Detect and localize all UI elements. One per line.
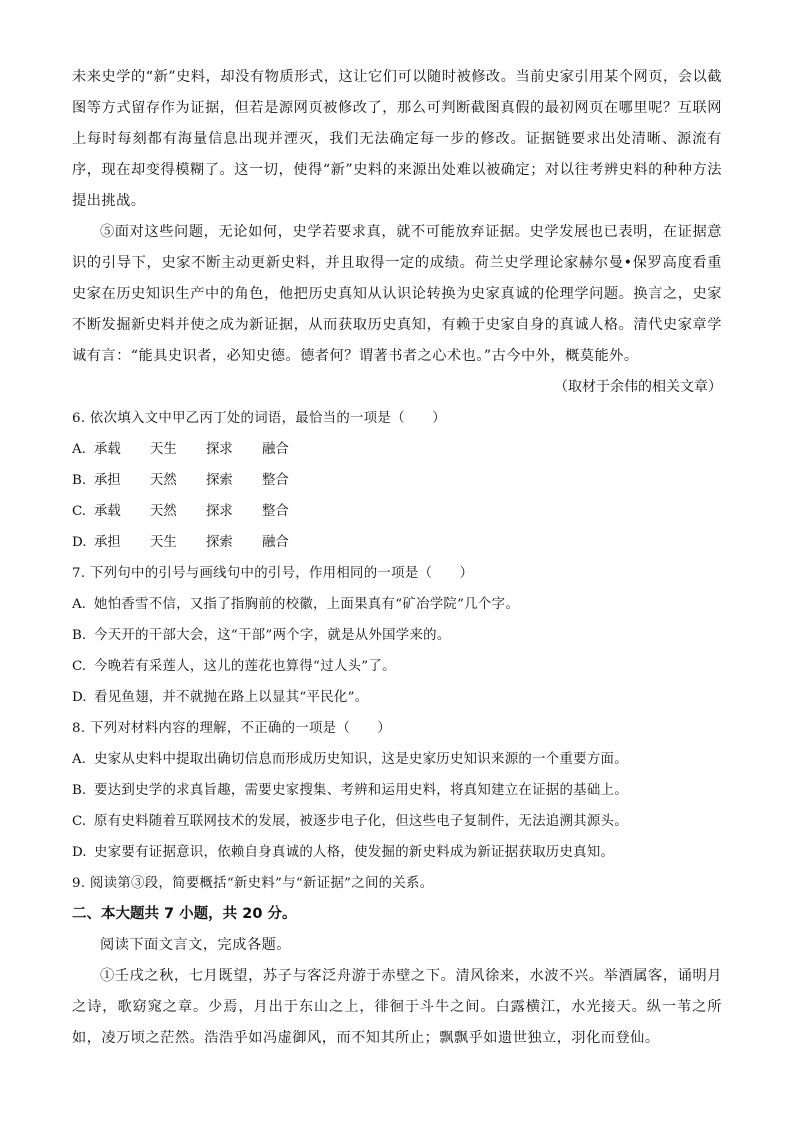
- option-word: 天然: [150, 473, 177, 488]
- option-word: 探索: [206, 473, 233, 488]
- option-text: 原有史料随着互联网技术的发展，被逐步电子化，但这些电子复制件，无法追溯其源头。: [94, 814, 628, 829]
- exam-page: [72, 62, 722, 1054]
- section-2-instruction: 阅读下面文言文，完成各题。: [100, 937, 291, 953]
- classical-text-paragraph-1: ①壬戌之秋，七月既望，苏子与客泛舟游于赤壁之下。清风徐来，水波不兴。举酒属客，诵明月之诗，歌窈窕之章。少焉，月出于东山之上，徘徊于斗牛之间。白露横江，水光接天。纵一苇之所如，凌万顷之茫然。浩浩乎如冯虚御风，而不知其所止；飘飘乎如遗世独立，羽化而登仙。: [72, 968, 722, 1046]
- option-word: 承载: [94, 442, 121, 457]
- option-text: 今晚若有采莲人，这儿的莲花也算得“过人头”了。: [94, 659, 396, 674]
- question-6-option-a[interactable]: [72, 434, 722, 465]
- option-word: 探求: [206, 442, 233, 457]
- option-label: D.: [72, 845, 87, 860]
- option-label: A.: [72, 442, 86, 457]
- passage-paragraph-5: ⑤面对这些问题，无论如何，史学若要求真，就不可能放弃证据。史学发展也已表明，在证据意识的引导下，史家不断主动更新史料，并且取得一定的成绩。荷兰史学理论家赫尔曼•保罗高度看重史家在历史知识生产中的角色，他把历史真知从认识论转换为史家真诚的伦理学问题。换言之，史家不断发掘新史料并使之成为新证据，从而获取历史真知，有赖于史家自身的真诚人格。清代史家章学诚有言：“能具史识者，必知史德。德者何？谓著书者之心术也。”古今中外，概莫能外。: [72, 224, 722, 364]
- option-text: 史家要有证据意识，依赖自身真诚的人格，使发掘的新史料成为新证据获取历史真知。: [94, 845, 615, 860]
- option-label: D.: [72, 690, 87, 705]
- option-word: 承载: [94, 504, 121, 519]
- question-7-option-c[interactable]: [72, 651, 722, 682]
- question-7-option-d[interactable]: [72, 682, 722, 713]
- question-6-option-b[interactable]: [72, 465, 722, 496]
- question-7-option-a[interactable]: [72, 589, 722, 620]
- option-label: B.: [72, 783, 87, 798]
- section-2-heading: 二、本大题共 7 小题，共 20 分。: [72, 906, 297, 922]
- option-label: C.: [72, 814, 87, 829]
- question-7-option-b[interactable]: [72, 620, 722, 651]
- option-word: 承担: [94, 473, 121, 488]
- option-label: B.: [72, 628, 87, 643]
- question-8-option-c[interactable]: [72, 806, 722, 837]
- passage-paragraph-continued: 未来史学的“新”史料，却没有物质形式，这让它们可以随时被修改。当前史家引用某个网页，会以截图等方式留存作为证据，但若是源网页被修改了，那么可判断截图真假的最初网页在哪里呢？互联网上每时每刻都有海量信息出现并湮灭，我们无法确定每一步的修改。证据链要求出处清晰、源流有序，现在却变得模糊了。这一切，使得“新”史料的来源出处难以被确定；对以往考辨史料的种种方法提出挑战。: [72, 69, 722, 209]
- question-9-stem: 9. 阅读第③段，简要概括“新史料”与“新证据”之间的关系。: [72, 876, 434, 891]
- option-label: A.: [72, 752, 86, 767]
- option-text: 她怕香雪不信，又指了指胸前的校徽，上面果真有“矿冶学院”几个字。: [94, 597, 520, 612]
- question-8-option-a[interactable]: [72, 744, 722, 775]
- option-label: C.: [72, 504, 87, 519]
- question-6-option-c[interactable]: [72, 496, 722, 527]
- option-text: 史家从史料中提取出确切信息而形成历史知识，这是史家历史知识来源的一个重要方面。: [94, 752, 628, 767]
- option-text: 要达到史学的求真旨趣，需要史家搜集、考辨和运用史料，将真知建立在证据的基础上。: [94, 783, 628, 798]
- question-6-stem: 6. 依次填入文中甲乙丙丁处的词语，最恰当的一项是（ ）: [72, 411, 446, 426]
- option-text: 看见鱼翅，并不就抛在路上以显其“平民化”。: [94, 690, 369, 705]
- option-word: 整合: [262, 473, 289, 488]
- question-8-option-d[interactable]: [72, 837, 722, 868]
- question-7-stem: 7. 下列句中的引号与画线句中的引号，作用相同的一项是（ ）: [72, 566, 474, 581]
- option-word: 天然: [150, 504, 177, 519]
- option-label: C.: [72, 659, 87, 674]
- option-word: 探索: [206, 535, 233, 550]
- option-word: 天生: [150, 442, 177, 457]
- option-word: 融合: [262, 535, 289, 550]
- option-word: 探求: [206, 504, 233, 519]
- option-label: B.: [72, 473, 87, 488]
- passage-source: （取材于余伟的相关文章）: [554, 379, 722, 395]
- option-label: D.: [72, 535, 87, 550]
- question-6-option-d[interactable]: [72, 527, 722, 558]
- question-8-option-b[interactable]: [72, 775, 722, 806]
- question-8-stem: 8. 下列对材料内容的理解，不正确的一项是（ ）: [72, 721, 392, 736]
- option-word: 整合: [262, 504, 289, 519]
- option-word: 承担: [94, 535, 121, 550]
- option-word: 融合: [262, 442, 289, 457]
- option-word: 天生: [150, 535, 177, 550]
- option-text: 今天开的干部大会，这“干部”两个字，就是从外国学来的。: [94, 628, 451, 643]
- option-label: A.: [72, 597, 86, 612]
